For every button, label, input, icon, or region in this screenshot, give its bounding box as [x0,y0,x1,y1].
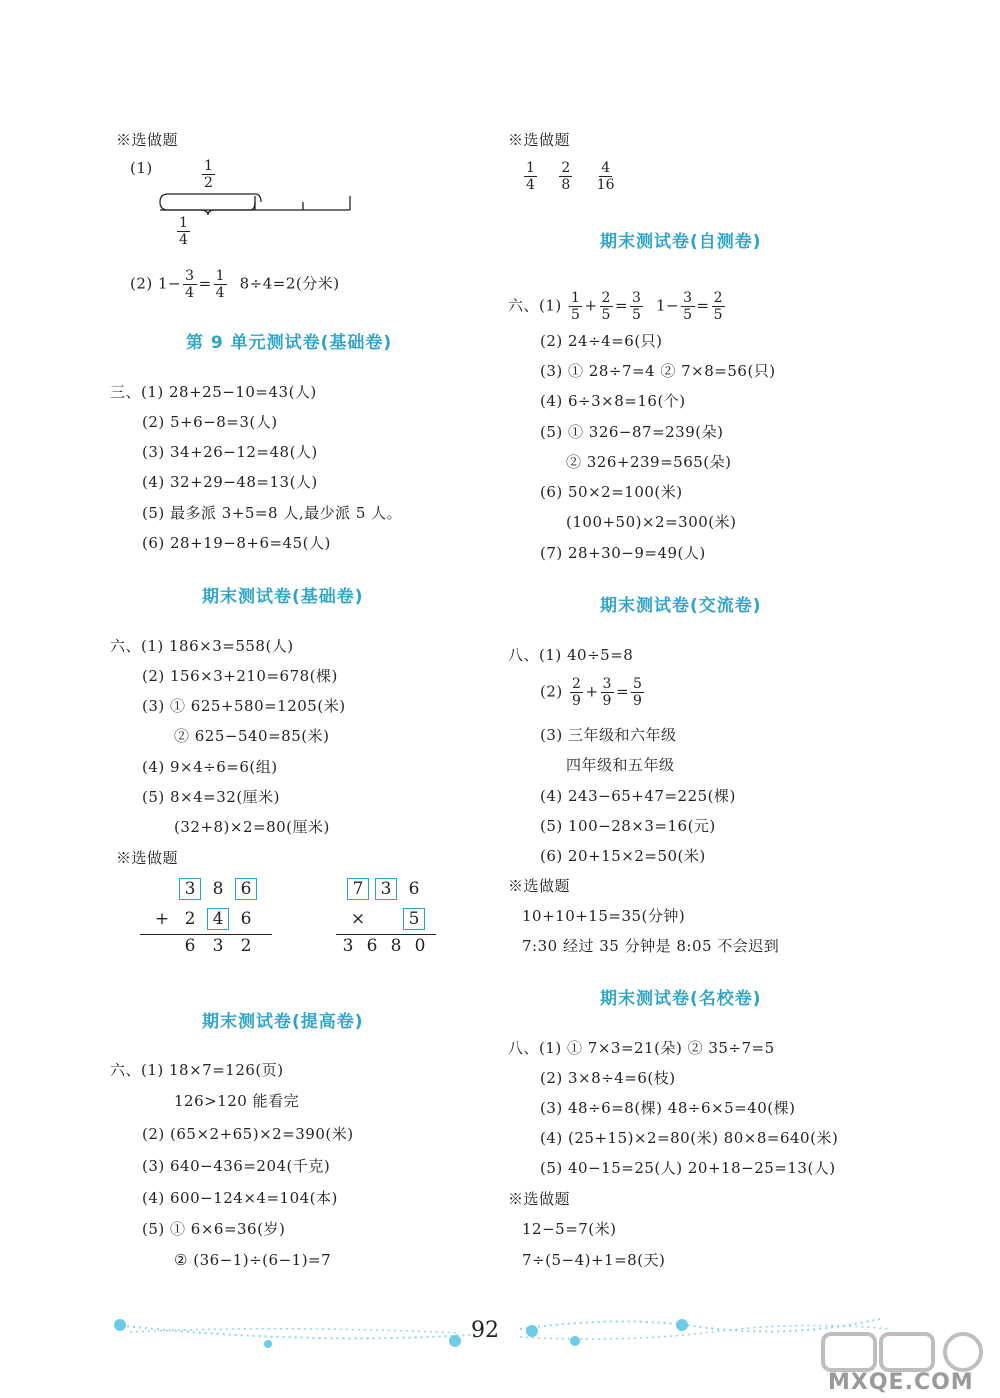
section-title-final-advanced: 期末测试卷(提高卷) [202,1012,364,1032]
answer-line: (5) 40−15=25(人) 20+18−25=13(人) [540,1159,836,1177]
answer-line: (2) 3×8÷4=6(枝) [540,1069,676,1087]
answer-line: (4) 6÷3×8=16(个) [540,392,686,410]
answer-box: 7 [347,878,369,900]
answer-line: (3) 640−436=204(千克) [142,1157,331,1175]
answer-line: (3) 三年级和六年级 [540,726,677,744]
section-title-self-test: 期末测试卷(自测卷) [600,232,762,252]
answer-line: (2) $\frac{2}{9}$ + $\frac{3}{9}$ = $\frac{5}{9}$ [540,676,643,709]
answer-line: (2) 5+6−8=3(人) [142,413,278,431]
answer-line: (2) (65×2+65)×2=390(米) [142,1125,354,1143]
answer-line: 10+10+15=35(分钟) [522,907,686,925]
vertical-multiplication: 7 3 6 × 5 3 6 8 0 [336,878,466,958]
answer-line: (4) 243−65+47=225(棵) [540,787,736,805]
answer-line: (5) ① 326−87=239(朵) [540,423,724,441]
answer-box: 3 [179,878,201,900]
answer-line: 八、(1) ① 7×3=21(朵) ② 35÷7=5 [508,1039,775,1057]
answer-line: (32+8)×2=80(厘米) [174,818,330,836]
answer-line: 12−5=7(米) [522,1220,617,1238]
answer-line: (4) (25+15)×2=80(米) 80×8=640(米) [540,1129,839,1147]
answer-line: (2) 156×3+210=678(棵) [142,667,338,685]
top-fraction: $\frac{1}{2}$ [204,158,213,191]
section-title-final-basic: 期末测试卷(基础卷) [202,587,364,607]
answer-line: 7÷(5−4)+1=8(天) [522,1251,666,1269]
answer-line: (5) 100−28×3=16(元) [540,817,716,835]
answer-line: 三、(1) 28+25−10=43(人) [110,383,317,401]
section-title-famous-school: 期末测试卷(名校卷) [600,989,762,1009]
answer-line: ② 625−540=85(米) [174,727,330,745]
answer-line: 六、(1) $\frac{1}{5}$ + $\frac{2}{5}$ = $\frac{3}{5}$ 1− $\frac{3}{5}$ = $\frac{2}{5}$ [508,290,724,323]
page-number: 92 [471,1318,499,1343]
answer-line: 四年级和五年级 [566,756,675,774]
answer-line: (3) 34+26−12=48(人) [142,443,318,461]
answer-line: (100+50)×2=300(米) [566,513,737,531]
answer-line: (2) 24÷4=6(只) [540,332,663,350]
answer-line: (3) ① 625+580=1205(米) [142,697,346,715]
answer-box: 6 [235,878,257,900]
answer-line: (5) 最多派 3+5=8 人,最少派 5 人。 [142,504,403,522]
question-label: (1) [130,159,153,177]
q2-line: (2) 1− $\frac{3}{4}$ = $\frac{1}{4}$ 8÷4=2(分米) [130,268,340,301]
answer-line: (5) 8×4=32(厘米) [142,788,281,806]
answer-line: (6) 50×2=100(米) [540,483,683,501]
optional-heading: ※选做题 [508,1190,571,1208]
answer-line: ② (36−1)÷(6−1)=7 [174,1251,332,1269]
answer-line: (4) 600−124×4=104(本) [142,1189,338,1207]
optional-heading: ※选做题 [508,877,571,895]
answer-line: 7:30 经过 35 分钟是 8:05 不会迟到 [522,937,780,955]
answer-line: ② 326+239=565(朵) [566,453,732,471]
optional-heading: ※选做题 [116,131,179,149]
answer-line: 126>120 能看完 [174,1092,300,1110]
answer-line: (7) 28+30−9=49(人) [540,544,706,562]
answer-line: (4) 9×4÷6=6(组) [142,758,278,776]
answer-line: (5) ① 6×6=36(岁) [142,1220,286,1238]
answer-line: (4) 32+29−48=13(人) [142,473,318,491]
answer-box: 5 [403,908,425,930]
watermark-text: MXQE.COM [828,1370,974,1395]
optional-heading: ※选做题 [116,849,179,867]
section-title-exchange: 期末测试卷(交流卷) [600,596,762,616]
answer-line: (3) ① 28÷7=4 ② 7×8=56(只) [540,362,776,380]
section-title-unit9: 第 9 单元测试卷(基础卷) [186,333,393,353]
optional-heading: ※选做题 [508,131,571,149]
answer-line: (3) 48÷6=8(棵) 48÷6×5=40(棵) [540,1099,796,1117]
vertical-addition: 3 8 6 + 2 4 6 6 3 2 [140,878,280,958]
bottom-fraction: $\frac{1}{4}$ [179,215,188,248]
answer-line: 八、(1) 40÷5=8 [508,646,634,664]
answer-line: 六、(1) 186×3=558(人) [110,637,294,655]
answer-box: 3 [375,878,397,900]
answer-box: 4 [207,908,229,930]
answer-line: 六、(1) 18×7=126(页) [110,1061,284,1079]
fraction-list: $\frac{1}{4}$ $\frac{2}{8}$ $\frac{4}{16}$ [526,160,615,193]
answer-line: (6) 20+15×2=50(米) [540,847,706,865]
answer-line: (6) 28+19−8+6=45(人) [142,534,331,552]
